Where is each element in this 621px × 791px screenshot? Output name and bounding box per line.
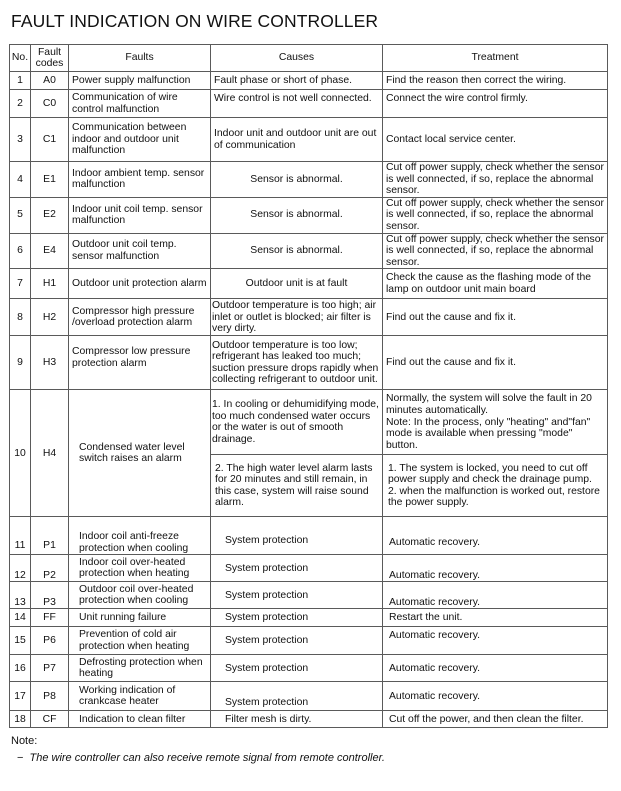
- fault-description: Indoor unit coil temp. sensor malfunction: [69, 197, 211, 233]
- row-no: 16: [10, 655, 31, 682]
- fault-cause: Sensor is abnormal.: [211, 197, 383, 233]
- header-causes: Causes: [211, 45, 383, 72]
- fault-treatment: Find out the cause and fix it.: [383, 336, 608, 390]
- fault-description: Prevention of cold air protection when heating: [69, 627, 211, 655]
- table-row: [10, 72, 608, 90]
- fault-description: Compressor low pressure protection alarm: [69, 336, 211, 390]
- fault-code: P6: [31, 627, 69, 655]
- fault-description: Unit running failure: [69, 609, 211, 627]
- row-no: 11: [10, 517, 31, 555]
- fault-code: E1: [31, 162, 69, 198]
- fault-cause: Outdoor unit is at fault: [211, 269, 383, 299]
- fault-treatment: Restart the unit.: [383, 609, 608, 627]
- fault-description: Communication of wire control malfunction: [69, 90, 211, 118]
- fault-description: Compressor high pressure /overload protection alarm: [69, 299, 211, 336]
- row-no: 1: [10, 72, 31, 90]
- fault-treatment: Cut off power supply, check whether the sensor is well connected, if so, replace the abnormal sensor.: [383, 162, 608, 198]
- fault-cause: System protection: [211, 517, 383, 555]
- table-row: [10, 711, 608, 728]
- row-no: 9: [10, 336, 31, 390]
- fault-description: Outdoor unit protection alarm: [69, 269, 211, 299]
- fault-description: Power supply malfunction: [69, 72, 211, 90]
- header-treatment: Treatment: [383, 45, 608, 72]
- row-no: 13: [10, 582, 31, 609]
- fault-code: H2: [31, 299, 69, 336]
- fault-cause-1: 1. In cooling or dehumidifying mode, too much condensed water occurs or the water is out of smooth drainage.: [211, 390, 383, 455]
- fault-treatment: Contact local service center.: [383, 118, 608, 162]
- fault-description: Indoor coil anti-freeze protection when cooling: [69, 517, 211, 555]
- row-no: 10: [10, 390, 31, 517]
- fault-cause: Sensor is abnormal.: [211, 162, 383, 198]
- header-no: No.: [10, 45, 31, 72]
- table-row: [10, 609, 608, 627]
- table-row: [10, 197, 608, 233]
- fault-cause: System protection: [211, 682, 383, 711]
- fault-treatment: Find the reason then correct the wiring.: [383, 72, 608, 90]
- table-row: [10, 517, 608, 555]
- fault-code: H1: [31, 269, 69, 299]
- fault-cause: Outdoor temperature is too low; refrigerant has leaked too much; suction pressure drops rapidly when collecting refrigerant to outdoor unit.: [211, 336, 383, 390]
- note-label: Note:: [11, 735, 38, 747]
- table-row: [10, 627, 608, 655]
- page-title: FAULT INDICATION ON WIRE CONTROLLER: [11, 11, 379, 31]
- fault-code: H4: [31, 390, 69, 517]
- fault-description: Outdoor coil over-heated protection when cooling: [69, 582, 211, 609]
- fault-code: H3: [31, 336, 69, 390]
- fault-code: FF: [31, 609, 69, 627]
- fault-cause: System protection: [211, 609, 383, 627]
- fault-description: Indoor coil over-heated protection when heating: [69, 555, 211, 582]
- row-no: 12: [10, 555, 31, 582]
- fault-description: Outdoor unit coil temp. sensor malfunction: [69, 233, 211, 269]
- treatment-1-line-b: Note: In the process, only "heating" and"fan" mode is available when pressing "mode" button.: [386, 416, 591, 451]
- table-row: [10, 682, 608, 711]
- table-row: [10, 299, 608, 336]
- table-row: [10, 336, 608, 390]
- fault-treatment: Automatic recovery.: [383, 517, 608, 555]
- fault-treatment: Cut off power supply, check whether the sensor is well connected, if so, replace the abnormal sensor.: [383, 233, 608, 269]
- fault-code: CF: [31, 711, 69, 728]
- fault-treatment: Connect the wire control firmly.: [383, 90, 608, 118]
- dash-bullet-icon: −: [17, 752, 24, 764]
- table-row: [10, 390, 608, 455]
- fault-code: C0: [31, 90, 69, 118]
- table-row: [10, 269, 608, 299]
- row-no: 14: [10, 609, 31, 627]
- fault-code: P2: [31, 555, 69, 582]
- fault-treatment-2: [383, 455, 608, 517]
- row-no: 18: [10, 711, 31, 728]
- fault-treatment: Find out the cause and fix it.: [383, 299, 608, 336]
- fault-code: P8: [31, 682, 69, 711]
- table-row: [10, 233, 608, 269]
- fault-table: [9, 44, 608, 728]
- fault-treatment: Automatic recovery.: [383, 627, 608, 655]
- fault-treatment: Automatic recovery.: [383, 655, 608, 682]
- fault-treatment: Cut off the power, and then clean the filter.: [383, 711, 608, 728]
- fault-description: Communication between indoor and outdoor unit malfunction: [69, 118, 211, 162]
- fault-description: Indication to clean filter: [69, 711, 211, 728]
- row-no: 8: [10, 299, 31, 336]
- table-row: [10, 582, 608, 609]
- fault-treatment: Cut off power supply, check whether the sensor is well connected, if so, replace the abnormal sensor.: [383, 197, 608, 233]
- table-row: [10, 555, 608, 582]
- fault-description: Indoor ambient temp. sensor malfunction: [69, 162, 211, 198]
- row-no: 3: [10, 118, 31, 162]
- row-no: 7: [10, 269, 31, 299]
- fault-cause: System protection: [211, 555, 383, 582]
- fault-cause: System protection: [211, 655, 383, 682]
- note-text: The wire controller can also receive remote signal from remote controller.: [29, 752, 385, 764]
- fault-cause: Indoor unit and outdoor unit are out of communication: [211, 118, 383, 162]
- table-row: [10, 162, 608, 198]
- row-no: 5: [10, 197, 31, 233]
- fault-code: E2: [31, 197, 69, 233]
- treatment-2-line-b: 2. when the malfunction is worked out, restore the power supply.: [388, 485, 600, 509]
- note-line: [17, 752, 385, 764]
- fault-cause: Sensor is abnormal.: [211, 233, 383, 269]
- row-no: 15: [10, 627, 31, 655]
- fault-code: C1: [31, 118, 69, 162]
- table-row: [10, 118, 608, 162]
- row-no: 6: [10, 233, 31, 269]
- fault-code: E4: [31, 233, 69, 269]
- treatment-1-line-a: Normally, the system will solve the fault in 20 minutes automatically.: [386, 393, 592, 416]
- fault-treatment: Automatic recovery.: [383, 582, 608, 609]
- table-row: [10, 655, 608, 682]
- row-no: 4: [10, 162, 31, 198]
- fault-cause: System protection: [211, 627, 383, 655]
- table-header-row: [10, 45, 608, 72]
- fault-cause: System protection: [211, 582, 383, 609]
- fault-cause: Outdoor temperature is too high; air inlet or outlet is blocked; air filter is very dirty.: [211, 299, 383, 336]
- fault-treatment: Automatic recovery.: [383, 555, 608, 582]
- fault-treatment: Check the cause as the flashing mode of the lamp on outdoor unit main board: [383, 269, 608, 299]
- fault-code: A0: [31, 72, 69, 90]
- header-faults: Faults: [69, 45, 211, 72]
- fault-cause: Filter mesh is dirty.: [211, 711, 383, 728]
- fault-code: P7: [31, 655, 69, 682]
- fault-code: P1: [31, 517, 69, 555]
- fault-code: P3: [31, 582, 69, 609]
- treatment-2-line-a: 1. The system is locked, you need to cut off power supply and check the drainage pump.: [388, 462, 592, 486]
- header-fault-codes: Fault codes: [31, 45, 69, 72]
- fault-cause: Fault phase or short of phase.: [211, 72, 383, 90]
- fault-treatment: Automatic recovery.: [383, 682, 608, 711]
- fault-treatment-1: [383, 390, 608, 455]
- fault-description: Working indication of crankcase heater: [69, 682, 211, 711]
- fault-description: Defrosting protection when heating: [69, 655, 211, 682]
- row-no: 17: [10, 682, 31, 711]
- fault-cause-2: 2. The high water level alarm lasts for 20 minutes and still remain, in this case, system will raise sound alarm.: [211, 455, 383, 517]
- fault-cause: Wire control is not well connected.: [211, 90, 383, 118]
- table-row: [10, 90, 608, 118]
- row-no: 2: [10, 90, 31, 118]
- fault-description: Condensed water level switch raises an alarm: [69, 390, 211, 517]
